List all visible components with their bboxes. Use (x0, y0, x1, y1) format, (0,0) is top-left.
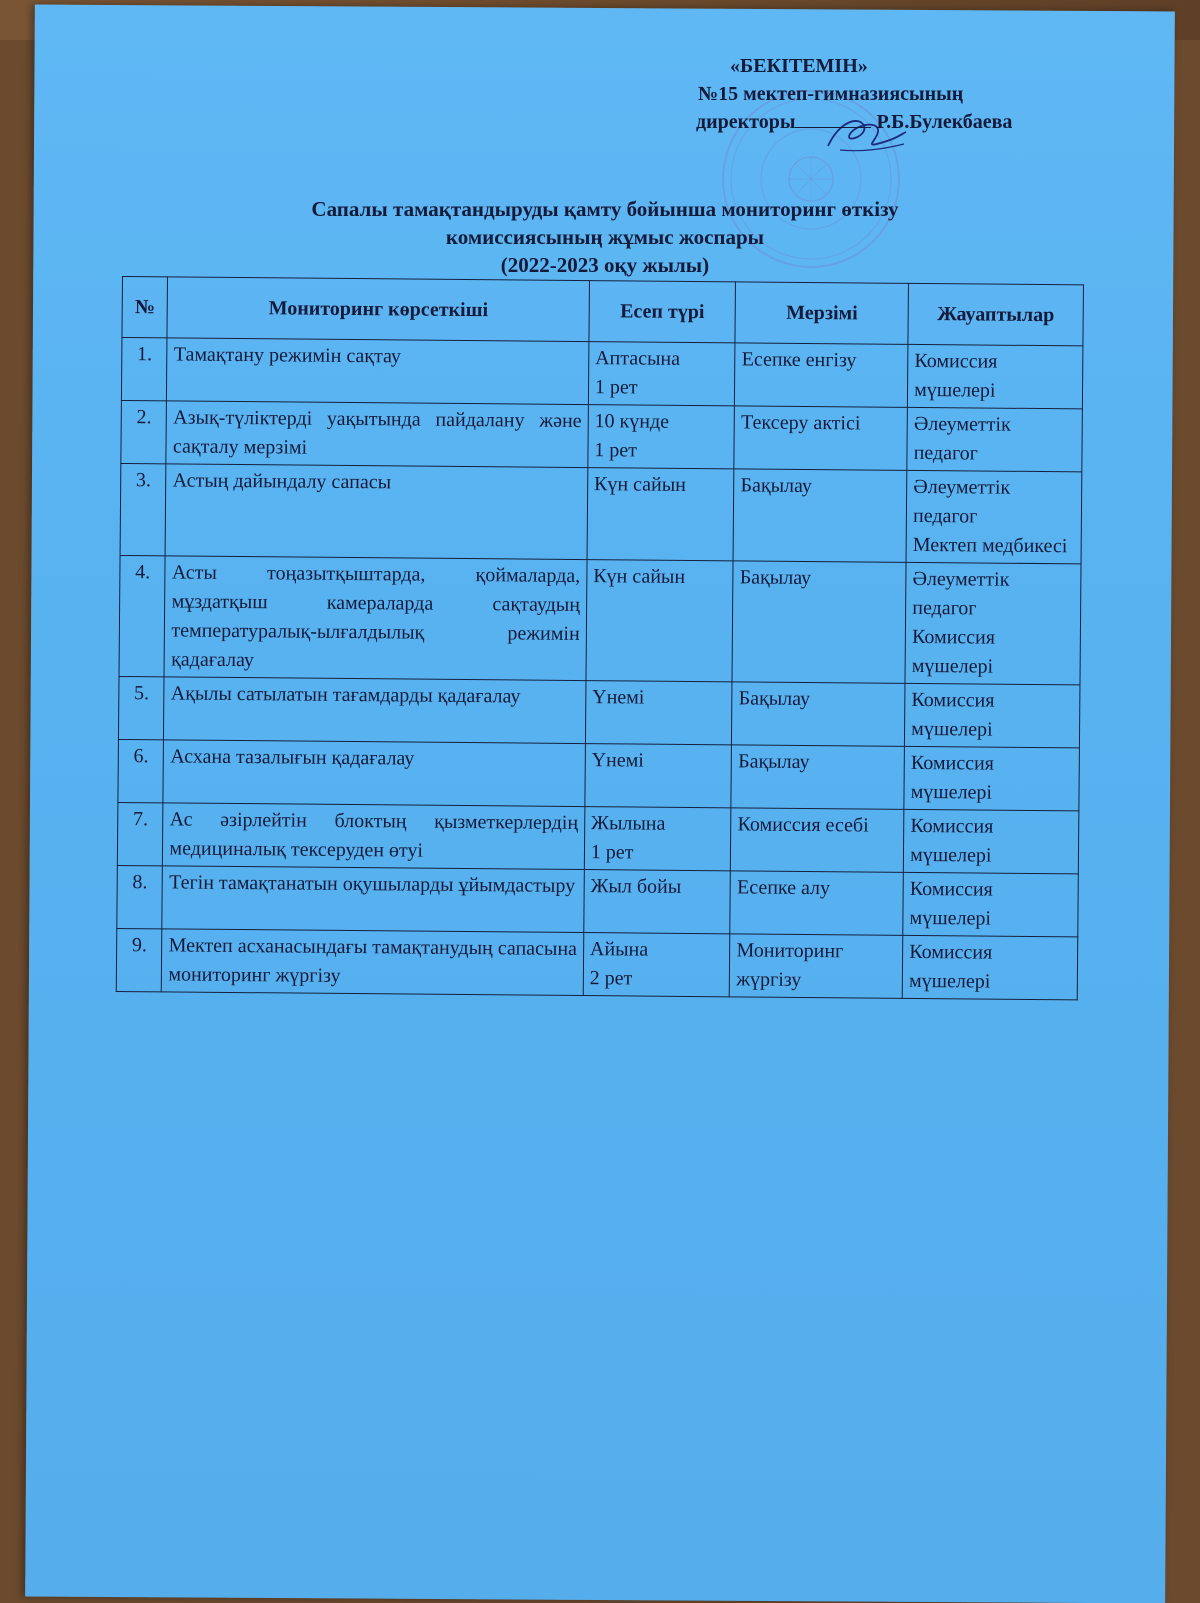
table-row (116, 928, 1078, 999)
table-row (117, 802, 1079, 873)
title-line-3: (2022-2023 оқу жылы) (500, 253, 710, 277)
term-cell: Мониторинг жүргізу (730, 934, 903, 999)
term-cell: Комиссия есебі (731, 808, 904, 873)
row-number: 1. (121, 338, 167, 401)
work-plan-table (116, 276, 1084, 1000)
row-number: 8. (117, 865, 163, 928)
term-cell: Тексеру актісі (734, 406, 907, 471)
row-number: 3. (120, 463, 166, 555)
indicator-cell: Тегін тамақтанатын оқушыларды ұйымдастыру (162, 866, 584, 933)
term-cell: Бақылау (732, 561, 906, 684)
indicator-cell: Ақылы сатылатын тағамдарды қадағалау (164, 677, 586, 744)
report-type-cell: Үнемі (585, 681, 732, 745)
row-number: 5. (118, 676, 164, 739)
document-title (110, 195, 1100, 279)
responsible-cell: Әлеуметтік педагог Комиссия мүшелері (905, 562, 1081, 685)
term-cell: Есепке алу (730, 871, 903, 936)
title-line-1: Сапалы тамақтандыруды қамту бойынша мониторинг өткізу (311, 197, 899, 221)
report-type-cell: Үнемі (585, 744, 732, 808)
row-number: 6. (118, 739, 164, 802)
approval-director-name: Р.Б.Булекбаева (876, 111, 1013, 133)
responsible-cell: Әлеуметтік педагог (907, 407, 1082, 472)
report-type-cell: 10 күнде 1 рет (588, 405, 735, 469)
responsible-cell: Әлеуметтік педагог Мектеп медбикесі (906, 470, 1082, 564)
row-number: 9. (116, 928, 162, 991)
approval-school: №15 мектеп-гимназиясының (698, 83, 964, 105)
row-number: 2. (121, 400, 167, 463)
report-type-cell: Жыл бойы (584, 870, 731, 934)
table-row (121, 400, 1083, 471)
indicator-cell: Асты тоңазытқыштарда, қоймаларда, мұздатқыш камераларда сақтаудың температуралық-ылғалдылық режимін қадағалау (164, 556, 586, 681)
term-cell: Есепке енгізу (735, 343, 908, 408)
table-row (118, 739, 1080, 810)
row-number: 4. (119, 555, 166, 676)
report-type-cell: Күн сайын (586, 560, 734, 682)
table-row (120, 463, 1082, 563)
responsible-cell: Комиссия мүшелері (904, 746, 1079, 811)
row-number: 7. (117, 802, 163, 865)
indicator-cell: Ас әзірлейтін блоктың қызметкерлердің медициналық тексеруден өтуі (163, 803, 585, 870)
header-responsible: Жауаптылар (908, 283, 1083, 346)
responsible-cell: Комиссия мүшелері (905, 683, 1080, 748)
report-type-cell: Жылына 1 рет (584, 807, 731, 871)
header-report-type: Есеп түрі (589, 281, 736, 343)
responsible-cell: Комиссия мүшелері (903, 872, 1078, 937)
table-row (118, 676, 1080, 747)
approval-director-line (690, 108, 1110, 136)
header-term: Мерзімі (735, 282, 908, 345)
approval-block (690, 52, 1110, 136)
term-cell: Бақылау (732, 682, 905, 747)
indicator-cell: Азық-түліктерді уақытында пайдалану және сақталу мерзімі (166, 401, 588, 468)
responsible-cell: Комиссия мүшелері (908, 344, 1083, 409)
table-header-row (122, 277, 1083, 346)
approval-heading: «БЕКІТЕМІН» (730, 55, 868, 77)
report-type-cell: Айына 2 рет (583, 933, 730, 997)
header-num: № (122, 277, 168, 338)
signature-line (795, 113, 871, 128)
header-indicator: Мониторинг көрсеткіші (167, 277, 589, 342)
report-type-cell: Аптасына 1 рет (588, 342, 735, 406)
report-type-cell: Күн сайын (587, 468, 734, 561)
indicator-cell: Мектеп асханасындағы тамақтанудың сапасына мониторинг жүргізу (162, 929, 584, 996)
term-cell: Бақылау (733, 469, 907, 563)
title-line-2: комиссиясының жұмыс жоспары (445, 225, 765, 249)
indicator-cell: Тамақтану режимін сақтау (167, 338, 589, 405)
table-row (119, 555, 1081, 684)
indicator-cell: Асхана тазалығын қадағалау (163, 740, 585, 807)
approval-director-label: директоры (696, 111, 796, 133)
responsible-cell: Комиссия мүшелері (902, 935, 1077, 1000)
indicator-cell: Астың дайындалу сапасы (166, 464, 588, 560)
table-row (117, 865, 1079, 936)
responsible-cell: Комиссия мүшелері (903, 809, 1078, 874)
term-cell: Бақылау (731, 745, 904, 810)
table-row (121, 338, 1083, 409)
